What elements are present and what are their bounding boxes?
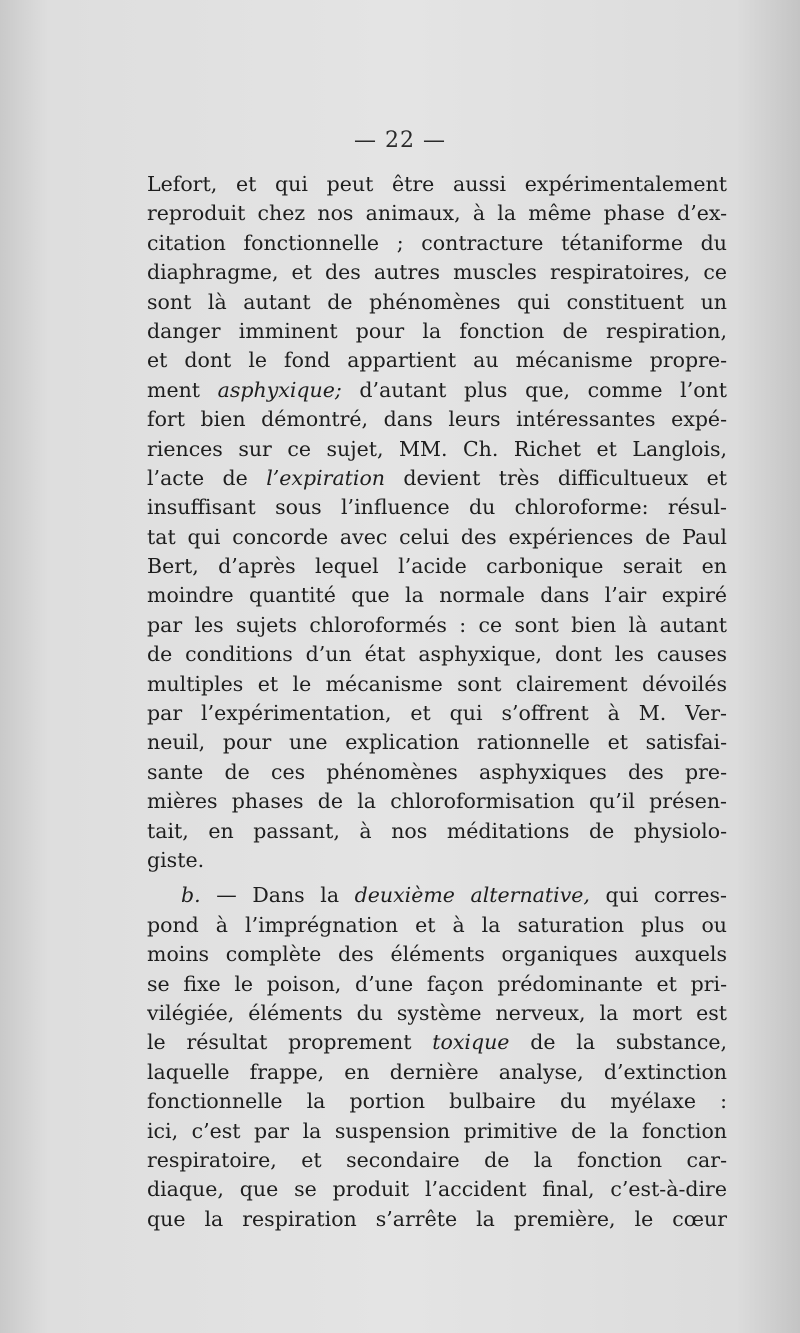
text-line bbox=[147, 464, 727, 493]
text-segment: moindre quantité que la normale dans l’air expiré bbox=[147, 583, 727, 608]
text-line bbox=[147, 881, 727, 910]
text-segment: tait, en passant, à nos méditations de physiolo- bbox=[147, 818, 727, 843]
text-line bbox=[147, 911, 727, 940]
text-segment: ici, c’est par la suspension primitive de la fonction bbox=[147, 1118, 727, 1143]
text-segment: respiratoire, et secondaire de la fonction car- bbox=[147, 1147, 727, 1172]
text-segment: sante de ces phénomènes asphyxiques des pre- bbox=[147, 759, 727, 784]
text-segment: riences sur ce sujet, MM. Ch. Richet et Langlois, bbox=[147, 436, 727, 461]
text-line bbox=[147, 670, 727, 699]
italic-text-segment: asphyxique; bbox=[217, 377, 342, 402]
text-segment: sont là autant de phénomènes qui constituent un bbox=[147, 289, 727, 314]
text-segment: pond à l’imprégnation et à la saturation plus ou bbox=[147, 912, 727, 937]
text-segment: qui corres- bbox=[589, 883, 727, 908]
text-segment: par les sujets chloroformés : ce sont bien là autant bbox=[147, 612, 727, 637]
text-line bbox=[147, 493, 727, 522]
text-segment: devient très difficultueux et bbox=[385, 465, 727, 490]
italic-text-segment: toxique bbox=[432, 1030, 510, 1055]
text-segment: — Dans la bbox=[200, 883, 355, 908]
text-line bbox=[147, 970, 727, 999]
text-segment: par l’expérimentation, et qui s’offrent à M. Ver- bbox=[147, 701, 727, 726]
text-line bbox=[147, 611, 727, 640]
text-segment: Lefort, et qui peut être aussi expérimentalement bbox=[147, 172, 727, 196]
text-line bbox=[147, 1205, 727, 1234]
italic-text-segment: deuxième alternative, bbox=[354, 883, 590, 908]
text-line bbox=[147, 787, 727, 816]
text-line bbox=[147, 405, 727, 434]
text-line bbox=[147, 1146, 727, 1175]
text-segment: fort bien démontré, dans leurs intéressantes expé- bbox=[147, 407, 727, 432]
text-line bbox=[147, 170, 727, 199]
text-segment: de la substance, bbox=[509, 1030, 727, 1055]
text-line bbox=[147, 728, 727, 757]
text-line bbox=[147, 1175, 727, 1204]
text-segment: diaphragme, et des autres muscles respiratoires, ce bbox=[147, 260, 727, 285]
italic-text-segment: b. bbox=[181, 883, 201, 908]
body-text bbox=[147, 170, 727, 1234]
text-line bbox=[147, 346, 727, 375]
text-segment: se fixe le poison, d’une façon prédominante et pri- bbox=[147, 971, 727, 996]
text-line bbox=[147, 199, 727, 228]
italic-text-segment: l’expiration bbox=[266, 465, 386, 490]
text-line bbox=[147, 1117, 727, 1146]
text-line bbox=[147, 523, 727, 552]
text-line bbox=[147, 1028, 727, 1057]
text-segment: l’acte de bbox=[147, 465, 267, 490]
text-segment: Bert, d’après lequel l’acide carbonique serait en bbox=[147, 554, 727, 579]
text-segment: le résultat proprement bbox=[147, 1030, 433, 1055]
text-segment: de conditions d’un état asphyxique, dont les causes bbox=[147, 642, 727, 667]
text-line bbox=[147, 581, 727, 610]
text-segment: citation fonctionnelle ; contracture tétaniforme du bbox=[147, 230, 727, 255]
text-segment: mières phases de la chloroformisation qu’il présen- bbox=[147, 789, 727, 814]
text-segment: giste. bbox=[147, 847, 205, 872]
text-line bbox=[147, 640, 727, 669]
text-segment: que la respiration s’arrête la première, le cœur bbox=[147, 1206, 727, 1231]
text-line bbox=[147, 317, 727, 346]
text-line bbox=[147, 699, 727, 728]
text-line bbox=[147, 258, 727, 287]
text-line bbox=[147, 817, 727, 846]
text-line bbox=[147, 1087, 727, 1116]
text-segment: multiples et le mécanisme sont clairement dévoilés bbox=[147, 671, 727, 696]
text-segment: vilégiée, éléments du système nerveux, la mort est bbox=[147, 1000, 727, 1025]
text-line bbox=[147, 288, 727, 317]
text-line bbox=[147, 999, 727, 1028]
text-segment: danger imminent pour la fonction de respiration, bbox=[147, 318, 727, 343]
text-line bbox=[147, 846, 727, 875]
text-segment: d’autant plus que, comme l’ont bbox=[341, 377, 727, 402]
text-line bbox=[147, 940, 727, 969]
text-line bbox=[147, 435, 727, 464]
text-segment: ment bbox=[147, 377, 218, 402]
text-line bbox=[147, 1058, 727, 1087]
text-segment: et dont le fond appartient au mécanisme propre- bbox=[147, 348, 727, 373]
page-number: — 22 — bbox=[354, 128, 446, 153]
text-segment: neuil, pour une explication rationnelle et satisfai- bbox=[147, 730, 727, 755]
text-line bbox=[147, 376, 727, 405]
text-segment: moins complète des éléments organiques auxquels bbox=[147, 942, 727, 967]
text-line bbox=[147, 552, 727, 581]
text-segment: diaque, que se produit l’accident final, c’est-à-dire bbox=[147, 1177, 727, 1202]
text-segment: reproduit chez nos animaux, à la même phase d’ex- bbox=[147, 201, 727, 226]
text-segment: tat qui concorde avec celui des expériences de Paul bbox=[147, 524, 727, 549]
text-line bbox=[147, 229, 727, 258]
text-line bbox=[147, 758, 727, 787]
text-segment: fonctionnelle la portion bulbaire du myélaxe : bbox=[147, 1089, 727, 1114]
text-segment: laquelle frappe, en dernière analyse, d’extinction bbox=[147, 1059, 727, 1084]
text-segment: insuffisant sous l’influence du chloroforme: résul- bbox=[147, 495, 727, 520]
